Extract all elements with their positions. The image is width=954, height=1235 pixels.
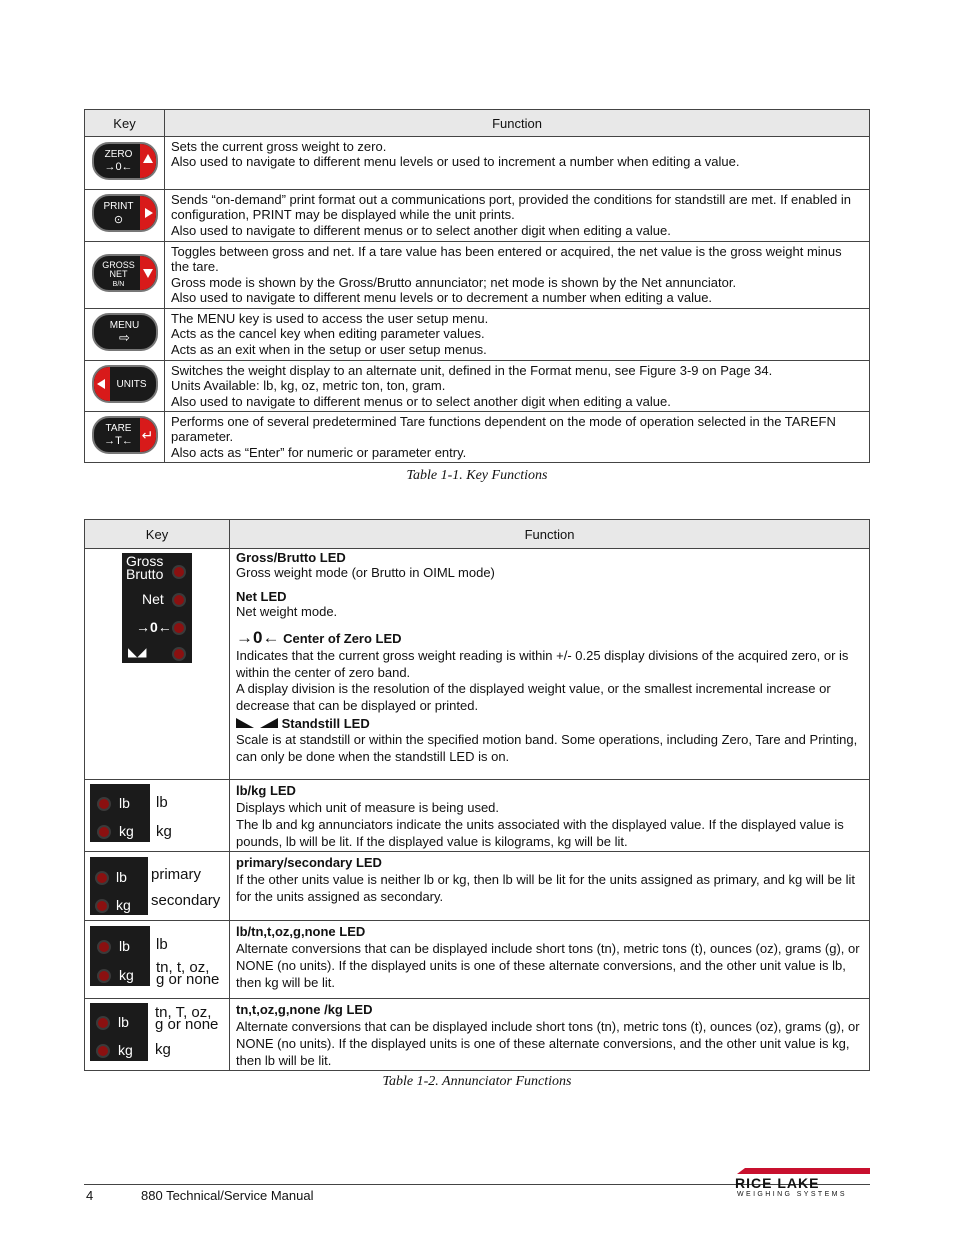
zero-key-description: Sets the current gross weight to zero. Also used to navigate to different menu levels or used to increment a number when editing a value. xyxy=(165,137,870,190)
units-key-icon: UNITS xyxy=(92,365,158,403)
lb-led-icon xyxy=(96,1016,110,1030)
menu-key-icon: MENU ⇨ xyxy=(92,313,158,351)
manual-title: 880 Technical/Service Manual xyxy=(141,1188,314,1203)
units-key-description: Switches the weight display to an alternate unit, defined in the Format menu, see Figure 3-9 on Page 34. Units Available: lb, kg, oz, metric ton, ton, gram. Also used to navigate to different menus or to select another digit when editing a value. xyxy=(165,361,870,412)
menu-key-description: The MENU key is used to access the user setup menu. Acts as the cancel key when editing parameter values. Acts as an exit when in the setup or user setup menus. xyxy=(165,309,870,361)
annunciator-functions-table: Key Function Gross Brutto Net →0← ◣◢ Gross/Brutto LED Gross weight mode (or Brutto in OIML mode) Net LED Net weight mode. →0← Center of Zero LED Indicates that the current gross weight reading is within +/- 0.25 display divisions of the acquired zero, or is within the center of zero band. A display division is the resolution of the displayed weight value, or the smallest incremental increase or decrease that can be displayed or printed. Standstill LED Scale is at standstill or within the specified motion band. Some operations, including Zero, Tare and Printing, can only be done when the standstill LED is on. lb kg lb kg lb/kg LED Displays which unit of measure is being used. The lb and kg annunciators indicate the units associated with the displayed value. If the displayed value is pounds, lb will be lit. If the displayed value is kilograms, kg will be lit. lb kg primary secondary primary/secondary LED If the other units value is neither lb or kg, then lb will be lit for the units assigned as primary, and kg will be lit for the units assigned as secondary. lb kg lb tn, t, oz, g or none lb/tn,t,oz,g,none LED Alternate conversions that can be displayed include short tons (tn), metric tons (t), ounces (oz), grams (g), or NONE (no units). If the displayed units is one of these alternate conversions, and the other unit value is lb, then kg will be lit. lb kg tn, T, oz, g or none kg tn,t,oz,g,none /kg LED Alternate conversions that can be displayed include short tons (tn), metric tons (t), ounces (oz), grams (g), or NONE (no units). If the displayed units is one of these alternate conversions, and the other unit value is kg, then lb will be lit. xyxy=(84,519,870,1071)
center-of-zero-icon: →0← xyxy=(236,627,280,647)
kg-led-icon xyxy=(97,825,111,839)
alternate-kg-annunciator-panel: lb kg xyxy=(90,1003,148,1061)
page-number: 4 xyxy=(86,1188,94,1203)
standstill-icon xyxy=(236,717,278,729)
print-key-icon: PRINT ⊙ xyxy=(92,194,158,232)
rice-lake-logo: RICE LAKE WEIGHING SYSTEMS xyxy=(727,1168,870,1202)
gross-net-led-description: Gross/Brutto LED Gross weight mode (or Brutto in OIML mode) Net LED Net weight mode. →0← Center of Zero LED Indicates that the current gross weight reading is within +/- 0.25 display divisions of the acquired zero, or is within the center of zero band. A display division is the resolution of the displayed weight value, or the smallest incremental increase or decrease that can be displayed or printed. Standstill LED Scale is at standstill or within the specified motion band. Some operations, including Zero, Tare and Printing, can only be done when the standstill LED is on. xyxy=(230,549,870,780)
gross-led-icon xyxy=(172,565,186,579)
standstill-led-icon xyxy=(172,647,186,661)
header-key: Key xyxy=(85,520,230,549)
primary-secondary-led-description: primary/secondary LED If the other units value is neither lb or kg, then lb will be lit for the units assigned as primary, and kg will be lit for the units assigned as secondary. xyxy=(230,852,870,921)
gross-net-annunciator-panel: Gross Brutto Net →0← ◣◢ xyxy=(122,553,192,663)
table2-caption: Table 1-2. Annunciator Functions xyxy=(382,1074,572,1089)
kg-led-icon xyxy=(96,1044,110,1058)
print-key-description: Sends “on-demand” print format out a communications port, provided the conditions for standstill are met. If enabled in configuration, PRINT may be displayed while the unit prints. Also used to navigate to different menus or to select another digit when editing a value. xyxy=(165,190,870,242)
lb-led-icon xyxy=(95,871,109,885)
header-key: Key xyxy=(85,110,165,137)
lb-alternate-led-description: lb/tn,t,oz,g,none LED Alternate conversions that can be displayed include short tons (tn), metric tons (t), ounces (oz), grams (g), or NONE (no units). If the displayed units is one of these alternate conversions, and the other unit value is lb, then kg will be lit. xyxy=(230,921,870,999)
gross-net-key-description: Toggles between gross and net. If a tare value has been entered or acquired, the net value is the gross weight minus the tare. Gross mode is shown by the Gross/Brutto annunciator; net mode is shown by the Net annunciator. Also used to navigate to different menu levels or to decrement a number when editing a value. xyxy=(165,242,870,309)
gross-net-key-icon: GROSS NET B/N xyxy=(92,254,158,292)
kg-led-icon xyxy=(95,899,109,913)
lb-kg-led-description: lb/kg LED Displays which unit of measure is being used. The lb and kg annunciators indicate the units associated with the displayed value. If the displayed value is pounds, lb will be lit. If the displayed value is kilograms, kg will be lit. xyxy=(230,780,870,852)
center-of-zero-led-icon xyxy=(172,621,186,635)
tare-key-description: Performs one of several predetermined Tare functions dependent on the mode of operation selected in the TAREFN parameter. Also acts as “Enter” for numeric or parameter entry. xyxy=(165,412,870,463)
table1-caption: Table 1-1. Key Functions xyxy=(406,468,548,483)
header-function: Function xyxy=(165,110,870,137)
primary-secondary-annunciator-panel: lb kg xyxy=(90,857,148,915)
header-function: Function xyxy=(230,520,870,549)
net-led-icon xyxy=(172,593,186,607)
key-functions-table xyxy=(84,109,870,463)
tare-key-icon: TARE →T← ↵ xyxy=(92,416,158,454)
zero-key-icon: ZERO →0← xyxy=(92,142,158,180)
kg-led-icon xyxy=(97,969,111,983)
lb-kg-annunciator-panel: lb kg xyxy=(90,784,150,842)
lb-led-icon xyxy=(97,797,111,811)
lb-alternate-annunciator-panel: lb kg xyxy=(90,926,150,986)
alternate-kg-led-description: tn,t,oz,g,none /kg LED Alternate conversions that can be displayed include short tons (tn), metric tons (t), ounces (oz), grams (g), or NONE (no units). If the displayed units is one of these alternate conversions, and the other unit value is kg, then lb will be lit. xyxy=(230,999,870,1071)
lb-led-icon xyxy=(97,940,111,954)
